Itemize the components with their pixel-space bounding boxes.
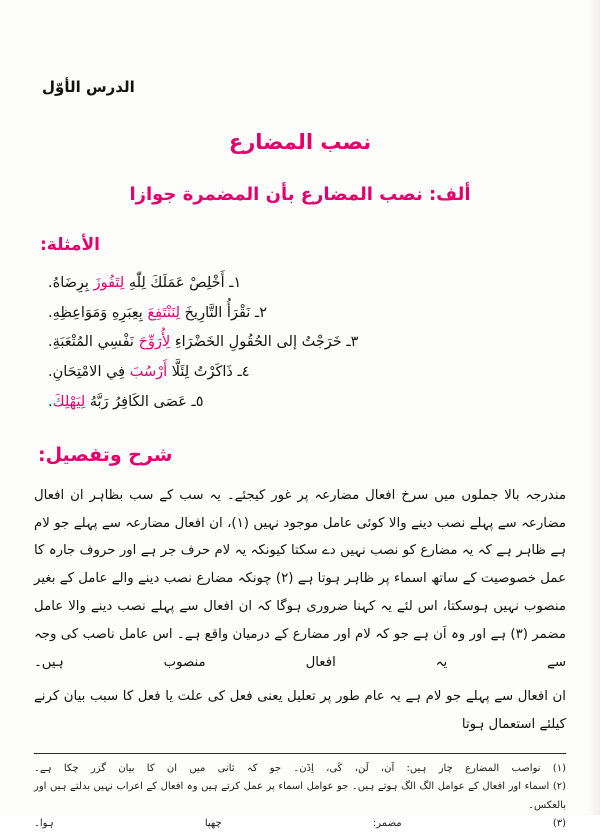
footnote-divider — [34, 753, 566, 754]
page-spine-shadow — [586, 0, 600, 815]
example-line: ٢ـ نَقْرَأُ التَّارِيخَ لِنَنْتَفِعَ بِعِبَرِهِ وَمَوَاعِظِهِ. — [48, 304, 267, 321]
example-line: ١ـ أَخْلِصْ عَمَلَكَ لِلّٰهِ لِتَفُوزَ بِرِضَاهُ. — [48, 275, 242, 291]
lesson-label: الدرس الأوّل — [42, 78, 135, 96]
example-line: ٣ـ خَرَجْتُ إلى الحُقُولِ الخَضْرَاءِ لِأُرَوِّحَ نَفْسِي المُتْعَبَةِ. — [48, 334, 359, 351]
highlighted-verb: لِتَفُوزَ — [93, 275, 125, 291]
body-paragraph: مندرجہ بالا جملوں میں سرخ افعال مضارعہ پر غور کیجئے۔ یہ سب کے سب بظاہر ان افعال مضارعہ سے پہلے نصب دینے والا کوئی عامل موجود نہیں (١)، ان افعال مضارعہ سے پہلے جو لام ہے ظاہر ہے کہ یہ مضارع کو نصب نہیں دے سکتا کیونکہ یہ لام حرف جر ہے اور حروف جارہ کا عمل خصوصیت کے ساتھ اسماء پر ظاہر ہوتا ہے (٢) چونکہ مضارع نصب دینے والے عامل کے بغیر منصوب نہیں ہوسکتا، اس لئے یہ کہنا ضروری ہوگا کہ ان افعال سے پہلے نصب دینے والا عامل مضمر (٣) ہے اور وہ اَن ہے جو کہ لام اور مضارع کے درمیان واقع ہے۔ اس عامل ناصب کی وجہ سے یہ افعال منصوب ہیں۔ — [34, 487, 567, 671]
examples-heading: الأمثلة: — [40, 235, 100, 255]
body-paragraph: ان افعال سے پہلے جو لام ہے یہ عام طور پر تعلیل یعنی فعل کی علت یا فعل کا سبب بیان کرنے کیلئے استعمال ہوتا — [34, 689, 566, 732]
examples-list — [34, 269, 566, 418]
footnotes — [34, 760, 566, 834]
highlighted-verb: لِيَهْلِكَ — [52, 393, 86, 410]
chapter-title: نصب المضارع — [228, 130, 372, 154]
example-line: ٤ـ ذَاكَرْتُ لِئَلَّا أَرْسُبَ فِي الامْتِحَانِ. — [48, 364, 250, 381]
highlighted-verb: لِنَنْتَفِعَ — [147, 304, 181, 321]
section-title: ألف: نصب المضارع بأن المضمرة جوازا — [129, 184, 471, 205]
footnote-item: (١) نواصب المضارع چار ہیں: اَن، لَن، کَی، اِذَن۔ جو کہ ثانی میں ان کا بیان گزر چکا ہے۔ — [34, 762, 566, 774]
example-line: ٥ـ عَصَى الكَافِرُ رَبَّهُ لِيَهْلِكَ. — [48, 393, 204, 410]
body-text — [34, 482, 566, 739]
highlighted-verb: لِأُرَوِّحَ — [138, 334, 171, 351]
footnote-item: (٣) مضمر: چھپا ہوا۔ — [34, 818, 566, 830]
highlighted-verb: أَرْسُبَ — [129, 364, 168, 381]
footnote-item: (٢) اسماء اور افعال کے عوامل الگ الگ ہوتے ہیں۔ جو عوامل اسماء پر عمل کرتے ہیں وہ افعال کے اعراب نہیں بدلتے ہیں اور بالعکس۔ — [34, 781, 566, 811]
explanation-heading: شرح وتفصیل: — [38, 443, 173, 466]
